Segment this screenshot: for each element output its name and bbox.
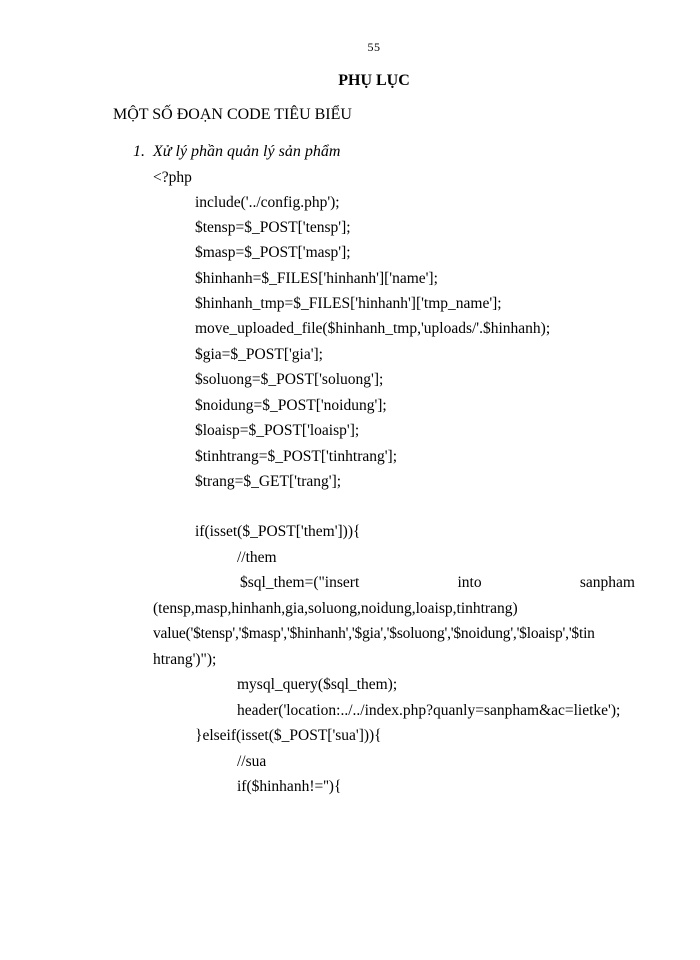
- code-line: $trang=$_GET['trang'];: [195, 473, 342, 490]
- subsection-heading: [133, 143, 340, 161]
- code-line: $gia=$_POST['gia'];: [195, 346, 323, 363]
- code-comment: //sua: [237, 753, 267, 770]
- code-comment: //them: [237, 549, 277, 566]
- code-line: mysql_query($sql_them);: [237, 676, 398, 693]
- code-line: header('location:../../index.php?quanly=sanpham&ac=lietke');: [237, 702, 621, 719]
- code-fragment: $sql_them=("insert: [240, 574, 360, 591]
- code-line: $loaisp=$_POST['loaisp'];: [195, 422, 360, 439]
- appendix-title: PHỤ LỤC: [338, 72, 410, 89]
- code-fragment: sanpham: [579, 574, 635, 591]
- code-line: $hinhanh=$_FILES['hinhanh']['name'];: [195, 270, 438, 287]
- code-line: include('../config.php');: [195, 194, 340, 211]
- code-line: $masp=$_POST['masp'];: [195, 244, 351, 261]
- code-line: htrang')");: [153, 651, 217, 668]
- code-line: $hinhanh_tmp=$_FILES['hinhanh']['tmp_name'];: [195, 295, 502, 312]
- subsection-number: 1.: [133, 143, 145, 160]
- code-line: value('$tensp','$masp','$hinhanh','$gia','$soluong','$noidung','$loaisp','$tin: [153, 625, 595, 642]
- code-line: <?php: [153, 169, 192, 186]
- code-line: if($hinhanh!=''){: [237, 778, 342, 795]
- code-line: $soluong=$_POST['soluong'];: [195, 371, 384, 388]
- code-line: $tinhtrang=$_POST['tinhtrang'];: [195, 448, 398, 465]
- page-number: 55: [367, 40, 381, 54]
- code-line: move_uploaded_file($hinhanh_tmp,'uploads/'.$hinhanh);: [195, 320, 551, 337]
- code-line: $tensp=$_POST['tensp'];: [195, 219, 351, 236]
- subsection-title: Xử lý phần quản lý sản phẩm: [153, 143, 341, 160]
- code-line: if(isset($_POST['them'])){: [195, 523, 361, 540]
- code-line: }elseif(isset($_POST['sua'])){: [195, 727, 382, 744]
- code-line: $noidung=$_POST['noidung'];: [195, 397, 387, 414]
- code-line-justified: [240, 575, 635, 591]
- section-heading: MỘT SỐ ĐOẠN CODE TIÊU BIỂU: [113, 106, 352, 123]
- code-line: (tensp,masp,hinhanh,gia,soluong,noidung,loaisp,tinhtrang): [153, 600, 518, 617]
- code-fragment: into: [457, 574, 482, 591]
